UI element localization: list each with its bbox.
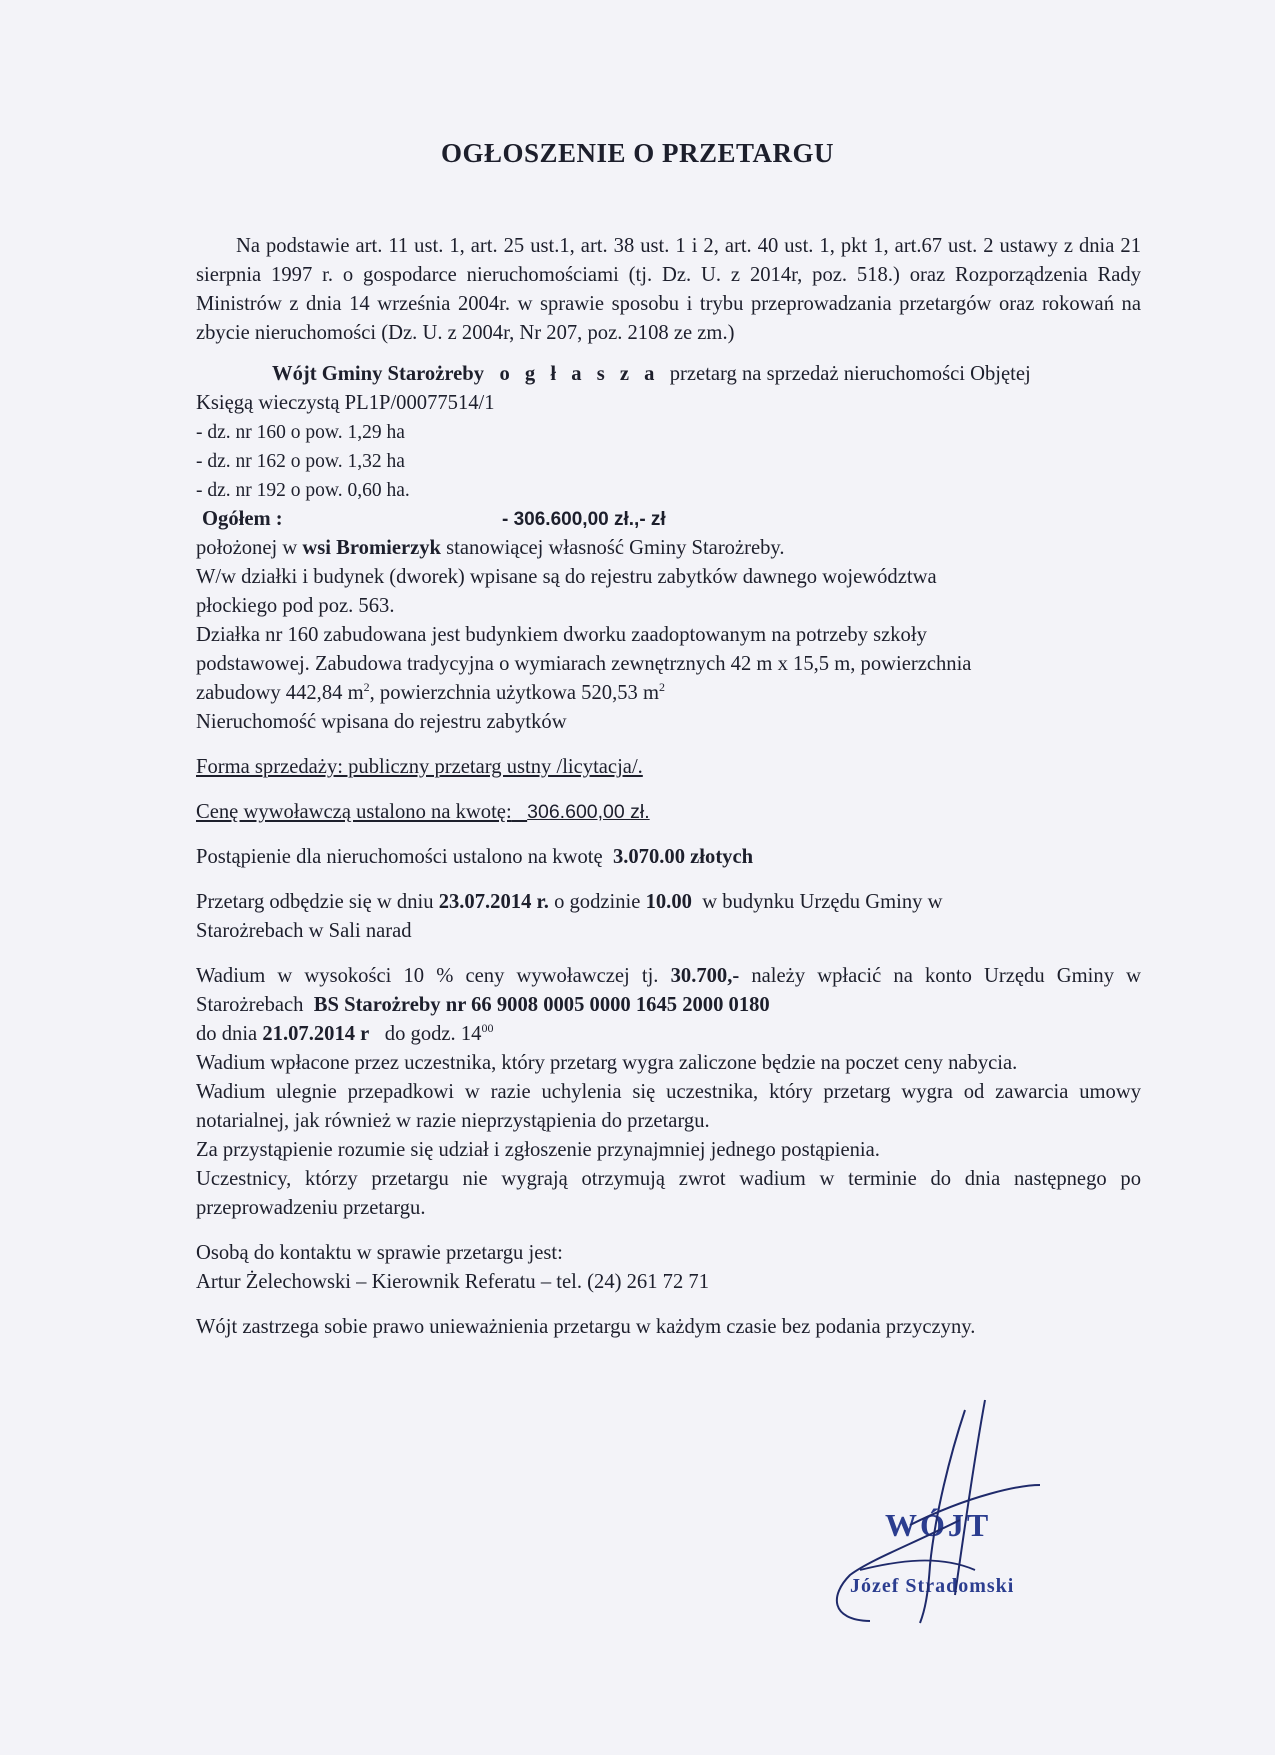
- price-label: Cenę wywoławczą ustalono na kwotę:: [196, 801, 512, 823]
- rule-paragraph: Za przystąpienie rozumie się udział i zgłoszenie przynajmniej jednego postąpienia.: [196, 1139, 880, 1161]
- reservation-paragraph: Wójt zastrzega sobie prawo unieważnienia przetargu w każdym czasie bez podania przyczyny.: [196, 1316, 976, 1338]
- auction-place: Starożrebach w Sali narad: [196, 920, 412, 942]
- built-area: zabudowy 442,84 m: [196, 682, 364, 704]
- handwritten-signature: [760, 1395, 1080, 1625]
- location-suffix: stanowiącej własność Gminy Starożreby.: [446, 537, 785, 559]
- deposit-text: do godz. 14: [384, 1023, 482, 1045]
- heritage-line: Nieruchomość wpisana do rejestru zabytków: [196, 711, 567, 733]
- building-line-2: podstawowej. Zabudowa tradycyjna o wymiarach zewnętrznych 42 m x 15,5 m, powierzchnia: [196, 653, 972, 675]
- bid-step-line: [196, 843, 1141, 872]
- deposit-text: Gminy w Starożrebach: [196, 965, 1141, 1016]
- authority-name: Wójt Gminy Starożreby: [272, 363, 485, 385]
- location-line: [196, 534, 1141, 563]
- deposit-deadline-line: [196, 1020, 1141, 1049]
- parcel-item: - dz. nr 192 o pow. 0,60 ha.: [196, 480, 410, 501]
- auction-hour: 10.00: [645, 891, 692, 913]
- deposit-amount: 30.700,-: [670, 965, 740, 987]
- superscript: 2: [658, 680, 665, 695]
- date-text: Przetarg odbędzie się w dniu: [196, 891, 434, 913]
- total-row: [196, 505, 1141, 534]
- total-label: Ogółem :: [202, 508, 283, 530]
- announcement-declaration: [196, 360, 1141, 389]
- signature-stamp: [760, 1395, 1080, 1625]
- stamp-name: Józef Stradomski: [850, 1575, 1015, 1597]
- rule-paragraph: Wadium ulegnie przepadkowi w razie uchylenia się uczestnika, który przetarg wygra od zawarcia umowy notarialnej, jak również w razie nieprzystąpienia do przetargu.: [196, 1081, 1141, 1132]
- deposit-line: [196, 962, 1141, 1020]
- declaration-text: przetarg na sprzedaż nieruchomości Objętej: [669, 363, 1031, 385]
- bid-step-text: Postąpienie dla nieruchomości ustalono na kwotę: [196, 846, 603, 868]
- deposit-deadline: 21.07.2014 r: [262, 1023, 370, 1045]
- registry-line-2: płockiego pod poz. 563.: [196, 595, 395, 617]
- price-value: 306.600,00 zł.: [527, 801, 650, 823]
- location-prefix: położonej w: [196, 537, 298, 559]
- superscript: 2: [363, 680, 370, 695]
- bid-step-value: 3.070.00 złotych: [612, 846, 754, 868]
- announces-word: o g ł a s z a: [499, 363, 660, 385]
- village-name: wsi Bromierzyk: [302, 537, 441, 559]
- auction-date: 23.07.2014 r.: [438, 891, 549, 913]
- deposit-text: do dnia: [196, 1023, 258, 1045]
- legal-basis-paragraph: Na podstawie art. 11 ust. 1, art. 25 ust.1, art. 38 ust. 1 i 2, art. 40 ust. 1, pkt 1, art.67 ust. 2 ustawy z dnia 21 sierpnia 1997 r. o gospodarce nieruchomościami (tj. Dz. U. z 2014r, poz. 518.) oraz Rozporządzenia Rady Ministrów z dnia 14 września 2004r. w sprawie sposobu i trybu przeprowadzania przetargów oraz rokowań na zbycie nieruchomości (Dz. U. z 2004r, Nr 207, poz. 2108 ze zm.): [196, 235, 1141, 344]
- sale-form: Forma sprzedaży: publiczny przetarg ustny /licytacja/.: [196, 756, 643, 778]
- parcel-item: - dz. nr 162 o pow. 1,32 ha: [196, 451, 405, 472]
- total-value: - 306.600,00 zł.,- zł: [502, 509, 666, 530]
- contact-person: Artur Żelechowski – Kierownik Referatu – tel. (24) 261 72 71: [196, 1271, 709, 1293]
- building-line: Działka nr 160 zabudowana jest budynkiem dworku zaadoptowanym na potrzeby szkoły: [196, 624, 927, 646]
- contact-heading: Osobą do kontaktu w sprawie przetargu jest:: [196, 1242, 563, 1264]
- land-register-line: Księgą wieczystą PL1P/00077514/1: [196, 392, 495, 414]
- document-title: OGŁOSZENIE O PRZETARGU: [440, 138, 835, 168]
- stamp-title: WÓJT: [885, 1507, 992, 1543]
- date-text: o godzinie: [554, 891, 641, 913]
- superscript: 00: [481, 1021, 494, 1036]
- date-text: w budynku Urzędu Gminy w: [702, 891, 943, 913]
- rule-paragraph: Uczestnicy, którzy przetargu nie wygrają otrzymują zwrot wadium w terminie do dnia następnego po przeprowadzeniu przetargu.: [196, 1168, 1141, 1219]
- registry-line: W/w działki i budynek (dworek) wpisane są do rejestru zabytków dawnego województwa: [196, 566, 937, 588]
- deposit-text: należy wpłacić na konto Urzędu: [751, 965, 1045, 987]
- auction-date-line: [196, 888, 1141, 917]
- rule-paragraph: Wadium wpłacone przez uczestnika, który przetarg wygra zaliczone będzie na poczet ceny nabycia.: [196, 1052, 1018, 1074]
- building-line-3: [196, 679, 1141, 708]
- starting-price-line: [196, 798, 1141, 827]
- bank-account: BS Starożreby nr 66 9008 0005 0000 1645 2000 0180: [313, 994, 770, 1016]
- parcel-item: - dz. nr 160 o pow. 1,29 ha: [196, 422, 405, 443]
- deposit-text: Wadium w wysokości 10 % ceny wywoławczej tj.: [196, 965, 659, 987]
- document-body: [196, 232, 1141, 1342]
- usable-area: , powierzchnia użytkowa 520,53 m: [369, 682, 659, 704]
